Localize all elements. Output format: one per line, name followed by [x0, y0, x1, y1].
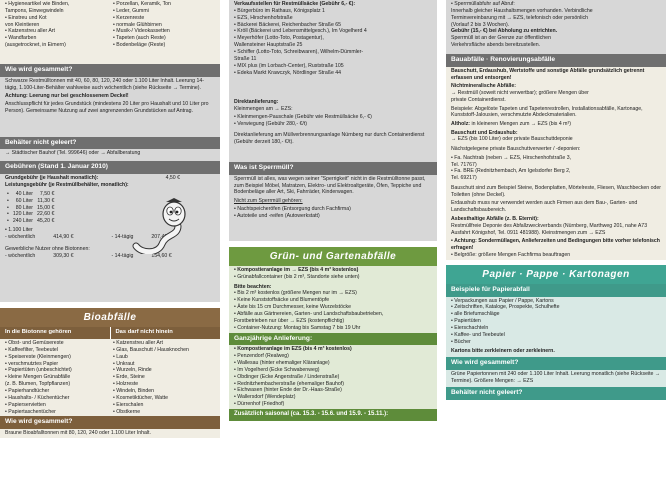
green-waste-box: • Kompostieranlage im → EZS (bis 4 m³ kostenlos) • Grünabfallcontainer (bis 2 m³, Standorte siehe unten) Bitte beachten: • Bis 2 m³ kostenlos (größere Mengen nur im → EZS) • Keine Kunststoffsäcke und Blumentöpfe • Äste bis 15 cm Durchmesser, keine Wurzelstöcke • Abfälle aus Gärtnereien, Garten- und Landschaftsbaubetrieben, Forstbetrieben nur über → EZS (kostenpflichtig) • Container-Nutzung: Montag bis Samstag 7 bis 19 Uhr	[229, 266, 437, 333]
paper-collection-box: Grüne Papiertonnen mit 240 oder 1.100 Liter Inhalt. Leerung monatlich (siehe Rückseite → Termine). Größere Mengen: → EZS	[446, 370, 666, 387]
fees-box: Grundgebühr (je Haushalt monatlich): 4,50 € Leistungsgebühr (je Restmüllbehälter, monatlich): • 40 Liter 7,50 € • 60 Liter 11,30 € • 80 Liter 15,00 € • 120 Liter 22,60 € • 240 Liter 45,20 € • 1.100 Liter - wöchentlich 414,90 € - 14-tägig 207,40 € Gewerbliche Nutzer ohne Biotonnen: - wöchentlich 309,30 € - 14-tägig 154,60 €	[0, 174, 220, 302]
bio-in-heading: In die Biotonne gehören	[0, 327, 110, 339]
bio-title: Bioabfälle	[0, 308, 220, 327]
section-heading-construction: Bauabfälle · Renovierungsabfälle	[446, 54, 666, 67]
fee-commercial-row: - wöchentlich 309,30 € - 14-tägig 154,60 €	[5, 252, 172, 259]
yearround-box: • Kompostieranlage im EZS (bis 4 m³ kostenlos) • Penzendorf (Realweg) • Wallesau (hinter ehemaliger Kläranlage) • Im Vogelherd (Ecke Schwabenweg) • Obdinger (Ecke Angerstraße / Lindenstraße) • Rednitzhembacherstraße (ehemaliger Bauhof) • Eichwasen (hinter Ende der Dr.-Haas-Straße) • Wallersdorf (Wendeplatz) • Dürrenhof (Friedhof)	[229, 345, 437, 409]
bio-out-heading: Das darf nicht hinein	[110, 327, 221, 339]
sales-points-box: Verkaufsstellen für Restmüllsäcke (Gebühr 6,- €): • Bürgerbüro im Rathaus, Königsplatz 1 • EZS, Hirschenhofstraße • Bäckerei Bäckerei, Reichenbacher Straße 65 • Kröll (Bäckerei und Lebensmittelgesch.), Im Vogelherd 4 • Meyerhöfer (Lotto-Toto, Postagentur), Wallensteiner Hauptstraße 25 • Schiffer (Lotto-Toto, Schreibwaren), Wilhelm-Dümmler- Straße 11 • MIX plus (im Lorbach-Center), Ruststraße 105 • Edeka Markt Krawczyk, Nördlinger Straße 44	[229, 0, 437, 98]
old-wood-line: Altholz: in kleineren Mengen zum → EZS (bis 4 m³)	[451, 120, 571, 127]
table-row: • 120 Liter 22,60 €	[7, 211, 55, 218]
bulky-box: Sperrmüll ist alles, was wegen seiner "Sperrigkeit" nicht in die Restmülltonne passt, zum Beispiel Möbel, Matratzen, Elektro- und Elektroaltgeräte, Öfen, Teppiche und Bodenbeläge aller Art, Ski, Fahrräder, Kinderwagen. Nicht zum Sperrmüll gehören: • Nachtspeicheröfen (Entsorgung durch Fachfirma) • Autoteile und -reifen (Autowerkstatt)	[229, 175, 437, 241]
section-heading-seasonal: Zusätzlich saisonal (ca. 15.3. - 15.6. und 15.9. - 15.11.):	[229, 409, 437, 421]
restmuell-list-left: • Hygieneartikel wie Binden, Tampons, Einwegwindeln • Einstreu und Kot von Kleintieren • Katzenstreu aller Art • Wandfarben (ausgetrocknet, in Eimern)	[5, 1, 70, 49]
fees-table	[5, 191, 56, 225]
not-emptied-info: → Städtischer Bauhof (Tel. 999646) oder → Abfallberatung	[0, 149, 220, 161]
table-row: • 60 Liter 11,30 €	[7, 197, 55, 204]
paper-collection-heading: Wie wird gesammelt?	[446, 357, 666, 370]
paper-examples-box: • Verpackungen aus Papier / Pappe, Kartons • Zeitschriften, Kataloge, Prospekte, Schulhefte • alle Briefumschläge • Papiertüten • Eierschachteln • Kaffee- und Teebeutel • Bücher Kartons bitte zerkleinern oder zerkleinern.	[446, 297, 666, 357]
fee-1100-row: - wöchentlich 414,90 € - 14-tägig 207,40 €	[5, 233, 172, 240]
bio-out-list: • Katzenstreu aller Art • Glas, Bauschutt / Hausknochen • Laub • Unkraut • Wurzeln, Rinde • Erde, Steine • Holzreste • Windeln, Binden • Kosmetiktücher, Watte • Eierschalen • Obstkerne	[113, 339, 189, 415]
table-row: • 40 Liter 7,50 €	[7, 190, 55, 197]
paper-not-emptied-heading: Behälter nicht geleert?	[446, 387, 666, 400]
table-row: • 80 Liter 15,00 €	[7, 204, 55, 211]
construction-box: Bauschutt, Erdaushub, Wertstoffe und sonstige Abfälle grundsätzlich getrennt erfassen und entsorgen! Nichtmineralische Abfälle: → Restmüll (soweit nicht verwertbar); größere Mengen über private Containerdienst. Beispiele: Abgelöste Tapeten und Tapetenrestrollen, Installationsabfälle, Kartonage, Kunststoff-Jalousien, verschmutzte Abdeckmaterialien. Altholz: in kleineren Mengen zum → EZS (bis 4 m³) Bauschutt und Erdaushub: → EZS (bis 100 Liter) oder private Bauschuttdeponie Nächstgelegene private Bauschuttverwerter / -deponien: • Fa. Nachtrab (neben → EZS, Hirschenhofstraße 3, Tel. 71767) • Fa. BRE (Rednitzhembach, Am Igelsdorfer Berg 2, Tel. 69217) Bauschutt sind zum Beispiel Steine, Bodenplatten, Mörtelreste, Fliesen, Waschbecken oder Toiletten (ohne Deckel). Erdaushub muss nur verwendet werden auch Firmen aus dem Bau-, Garten- und Landschaftsbaubereich. Asbesthaltige Abfälle (z. B. Eternit): Restmüllfreie Deponie des Abfallzweckverbands (Nürnberg, Marthweg 201, nahe A73 Ausfahrt Königshof, Tel. 0911 481988). Kleinstmengen zum → EZS • Achtung: Sondermüllagen, Anlieferzeiten und Bedingungen bitte vorher telefonisch erfragen! • Belgröße: größere Mengen Fachfirma beauftragen	[446, 67, 666, 260]
green-waste-title: Grün- und Gartenabfälle	[229, 247, 437, 266]
collection-info: Schwarze Restmülltonnen mit 40, 60, 80, 120, 240 oder 1.100 Liter Inhalt. Leerung 14-tägig, 1.100-Liter-Behälter wahlweise auch wöchentlich (siehe Rückseite → Termine). Achtung: Leerung nur bei geschlossenem Deckel! Anschlusspflicht für jedes Grundstück (mindestens 20 Liter pro Haushalt und 10 Liter pro Person). Gemeinsame Nutzung auf zwei angrenzenden Grundstücken auf Antrag.	[0, 77, 220, 137]
section-heading-yearround: Ganzjährige Anlieferung:	[229, 333, 437, 346]
section-heading-collection: Wie wird gesammelt?	[0, 64, 220, 77]
section-heading-fees: Gebühren (Stand 1. Januar 2010)	[0, 161, 220, 174]
paper-examples-heading: Beispiele für Papierabfall	[446, 284, 666, 297]
column-left	[0, 0, 220, 477]
restmuell-list-box	[0, 0, 220, 64]
column-right	[446, 0, 666, 477]
paper-title: Papier · Pappe · Kartonagen	[446, 265, 666, 284]
worm-mascot-icon	[128, 196, 190, 254]
bulky-pickup-box: • Sperrmüllabfuhr auf Abruf: Innerhalb gleicher Haushaltsmengen vorhanden. Verbindliche Terminvereinbarung mit → EZS, telefonisch oder persönlich (Vorlauf 2 bis 3 Wochen). Gebühr (15,- €) bei Abholung zu entrichten. Sperrmüll ist an der Grenze zur öffentlichen Verkehrsfläche abends bereitzustellen.	[446, 0, 666, 54]
section-heading-bulky: Was ist Sperrmüll?	[229, 162, 437, 175]
section-heading-not-emptied: Behälter nicht geleert?	[0, 137, 220, 150]
restmuell-list-right: • Porzellan, Keramik, Ton • Leder, Gummi • Kerzenreste • normale Glühbirnen • Musik-/ Videokassetten • Tapeten (auch Reste) • Bodenbeläge (Reste)	[113, 1, 171, 49]
bio-in-list: • Obst- und Gemüsereste • Kaffeefilter, Teebeutel • Speisereste (Kleinmengen) • verschmutztes Papier • Papiertüten (unbeschichtet) • kleine Mengen Grünabfälle (z. B. Blumen, Topfpflanzen) • Papierhandtücher • Haushalts- / Küchentücher • Papierservietten • Papiertaschentücher	[5, 339, 72, 415]
direct-delivery-box: Direktanlieferung: Kleinmengen am → EZS: • Kleinmengen-Pauschale (Gebühr wie Restmüllsäcke 6,- €) • Verwiegung (Gebühr 280,- €/t) Direktanlieferung am Müllverbrennungsanlage Nürnberg nur durch Containerdienst (Gebühr derzeit 180,- €/t).	[229, 98, 437, 162]
bio-box: In die Biotonne gehören Das darf nicht hinein • Obst- und Gemüsereste • Kaffeefilter, Teebeutel • Speisereste (Kleinmengen) • verschmutztes Papier • Papiertüten (unbeschichtet) • kleine Mengen Grünabfälle (z. B. Blumen, Topfpflanzen) • Papierhandtücher • Haushalts- / Küchentücher • Papierservietten • Papiertaschentücher • Katzenstreu aller Art • Glas, Bauschutt / Hausknochen • Laub • Unkraut • Wurzeln, Rinde • Erde, Steine • Holzreste • Windeln, Binden • Kosmetiktücher, Watte • Eierschalen • Obstkerne Wie wird gesammelt? Braune Bioabfalltonnen mit 80, 120, 240 oder 1.100 Liter Inhalt.	[0, 327, 220, 438]
column-middle	[229, 0, 437, 477]
bio-collection-heading: Wie wird gesammelt?	[0, 416, 220, 429]
table-row: • 240 Liter 45,20 €	[7, 218, 55, 225]
